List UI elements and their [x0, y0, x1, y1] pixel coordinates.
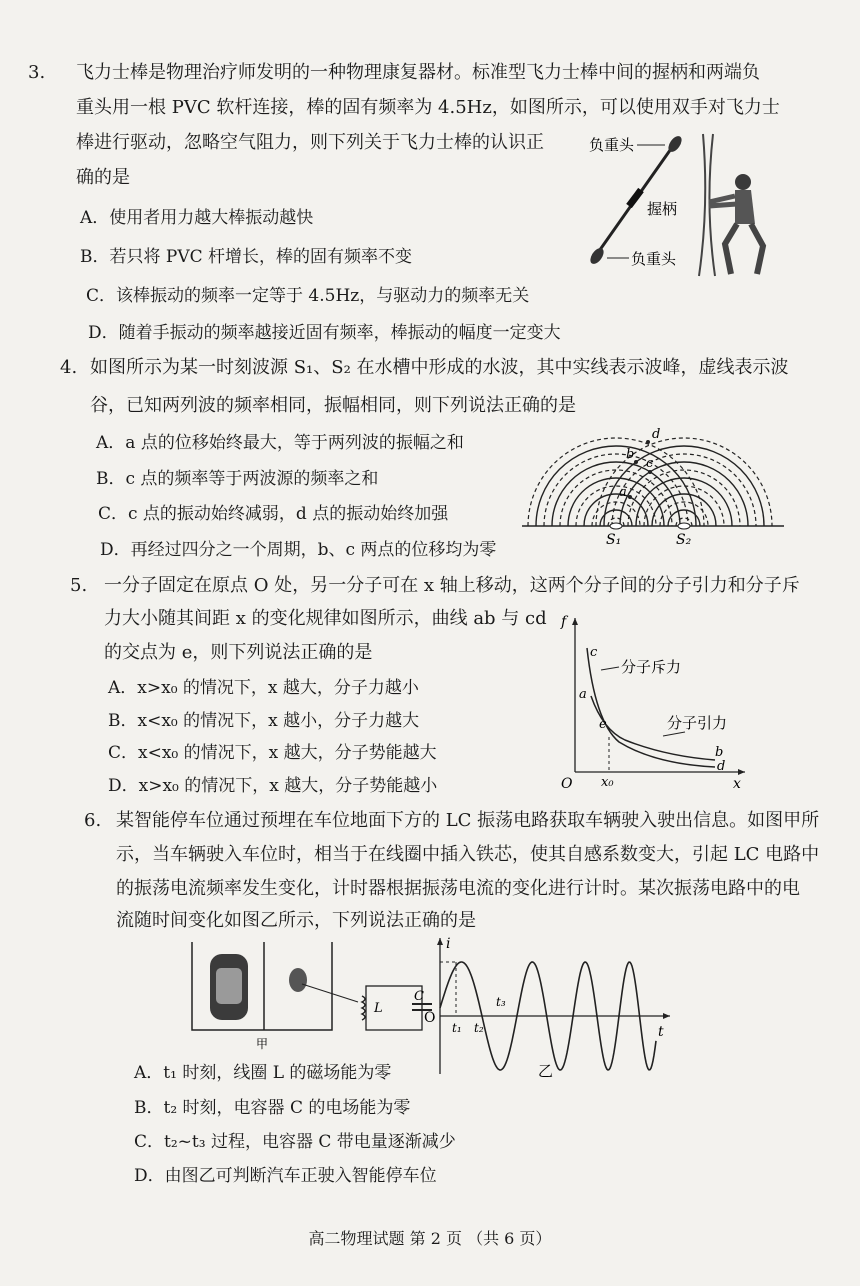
label-b: b: [715, 745, 724, 760]
source-s1: [610, 523, 622, 529]
option-b: B．x<x₀ 的情况下，x 越小，分子力越大: [108, 711, 420, 731]
figure-jia-parking-lc: [186, 934, 436, 1054]
car-roof: [216, 968, 242, 1004]
question-text-line: 示，当车辆驶入车位时，相当于在线圈中插入铁芯，使其自感系数变大，引起 LC 电路中: [116, 844, 820, 865]
option-d: D．再经过四分之一个周期，b、c 两点的位移均为零: [100, 540, 497, 560]
option-a: A．x>x₀ 的情况下，x 越大，分子力越小: [108, 678, 419, 698]
label-c: C: [414, 989, 424, 1004]
question-text-line: 棒进行驱动，忽略空气阻力，则下列关于飞力士棒的认识正: [76, 132, 544, 153]
weight-head-bottom: [588, 246, 607, 266]
option-c: C．该棒振动的频率一定等于 4.5Hz，与驱动力的频率无关: [86, 286, 530, 306]
label-yi: 乙: [538, 1062, 554, 1080]
leader-line: [601, 667, 619, 670]
option-d: D．随着手振动的频率越接近固有频率，棒振动的幅度一定变大: [88, 323, 561, 343]
buried-coil: [289, 968, 307, 992]
question-text-line: 如图所示为某一时刻波源 S₁、S₂ 在水槽中形成的水波，其中实线表示波峰，虚线表示波: [90, 357, 789, 378]
question-text-line: 确的是: [76, 167, 130, 188]
question-text-line: 谷，已知两列波的频率相同，振幅相同，则下列说法正确的是: [90, 395, 576, 416]
option-a: A．t₁ 时刻，线圈 L 的磁场能为零: [134, 1063, 392, 1083]
question-text-line: 流随时间变化如图乙所示，下列说法正确的是: [116, 910, 476, 931]
label-origin: O: [424, 1010, 436, 1026]
label-t1: t₁: [452, 1021, 462, 1035]
question-text-line: 的振荡电流频率发生变化，计时器根据振荡电流的变化进行计时。某次振荡电路中的电: [116, 878, 800, 899]
label-b: b: [626, 447, 635, 462]
option-d: D．由图乙可判断汽车正驶入智能停车位: [134, 1166, 437, 1186]
label-d: d: [652, 427, 661, 442]
question-text-line: 重头用一根 PVC 软杆连接，棒的固有频率为 4.5Hz，如图所示，可以使用双手对飞力士: [76, 97, 780, 118]
label-attraction: 分子引力: [667, 714, 728, 732]
athlete-arms: [709, 196, 737, 206]
label-c: c: [646, 456, 654, 471]
question-text-line: 某智能停车位通过预埋在车位地面下方的 LC 振荡电路获取车辆驶入驶出信息。如图甲所: [116, 810, 820, 831]
page-footer: 高二物理试题 第 2 页 （共 6 页）: [308, 1229, 552, 1248]
question-number: 6.: [84, 810, 102, 831]
figure-yi-current-graph: [420, 932, 680, 1082]
athlete-legs: [725, 224, 763, 274]
y-axis-arrow: [572, 618, 578, 625]
label-grip: 握柄: [647, 200, 678, 218]
molecular-force-graph: [555, 612, 755, 790]
label-l: L: [374, 1001, 383, 1016]
label-f: f: [561, 614, 567, 630]
label-t2: t₂: [474, 1021, 484, 1035]
question-number: 5.: [70, 575, 88, 596]
option-b: B．c 点的频率等于两波源的频率之和: [96, 469, 379, 489]
question-number: 3.: [28, 62, 46, 83]
label-weight-head-top: 负重头: [589, 136, 635, 154]
flexi-bar-figure: [585, 126, 785, 286]
athlete-head: [735, 174, 751, 190]
label-s1: S₁: [606, 532, 622, 548]
source-s2: [678, 523, 690, 529]
label-s2: S₂: [676, 532, 692, 548]
i-axis-arrow: [437, 938, 443, 945]
option-a: A．使用者用力越大棒振动越快: [80, 208, 314, 228]
inductor-l: [362, 996, 365, 1020]
water-wave-interference-figure: [518, 420, 788, 550]
label-origin: O: [561, 776, 573, 790]
grip: [629, 190, 641, 206]
label-jia: 甲: [256, 1037, 269, 1051]
point-a: [628, 495, 632, 499]
label-x: x: [733, 776, 741, 790]
option-c: C．t₂~t₃ 过程，电容器 C 带电量逐渐减少: [134, 1132, 456, 1152]
athlete-torso: [735, 190, 755, 224]
leader-line: [663, 732, 685, 736]
option-a: A．a 点的位移始终最大，等于两列波的振幅之和: [96, 433, 464, 453]
label-repulsion: 分子斥力: [621, 658, 682, 676]
t-axis-arrow: [663, 1013, 670, 1019]
label-t3: t₃: [496, 995, 506, 1009]
label-a: a: [579, 687, 587, 702]
question-number: 4.: [60, 357, 78, 378]
question-text-line: 的交点为 e，则下列说法正确的是: [104, 642, 373, 663]
dashed-troughs: [528, 438, 772, 526]
x-axis-arrow: [738, 769, 745, 775]
point-d: [646, 440, 650, 444]
label-d: d: [717, 759, 726, 774]
option-c: C．c 点的振动始终减弱，d 点的振动始终加强: [98, 504, 449, 524]
label-x0: x₀: [601, 775, 614, 790]
option-b: B．若只将 PVC 杆增长，棒的固有频率不变: [80, 247, 413, 267]
question-text-line: 飞力士棒是物理治疗师发明的一种物理康复器材。标准型飞力士棒中间的握柄和两端负: [76, 62, 760, 83]
label-e: e: [599, 717, 607, 732]
label-t: t: [658, 1024, 664, 1040]
coil-leader: [302, 984, 358, 1002]
point-b: [634, 460, 638, 464]
label-weight-head-bottom: 负重头: [631, 250, 677, 268]
label-c: c: [590, 645, 598, 660]
question-text-line: 力大小随其间距 x 的变化规律如图所示，曲线 ab 与 cd: [104, 608, 547, 629]
label-a: a: [619, 485, 627, 500]
option-d: D．x>x₀ 的情况下，x 越大，分子势能越小: [108, 776, 438, 796]
option-b: B．t₂ 时刻，电容器 C 的电场能为零: [134, 1098, 411, 1118]
label-i: i: [446, 936, 451, 952]
option-c: C．x<x₀ 的情况下，x 越大，分子势能越大: [108, 743, 437, 763]
question-text-line: 一分子固定在原点 O 处，另一分子可在 x 轴上移动，这两个分子间的分子引力和分子斥: [104, 575, 800, 596]
